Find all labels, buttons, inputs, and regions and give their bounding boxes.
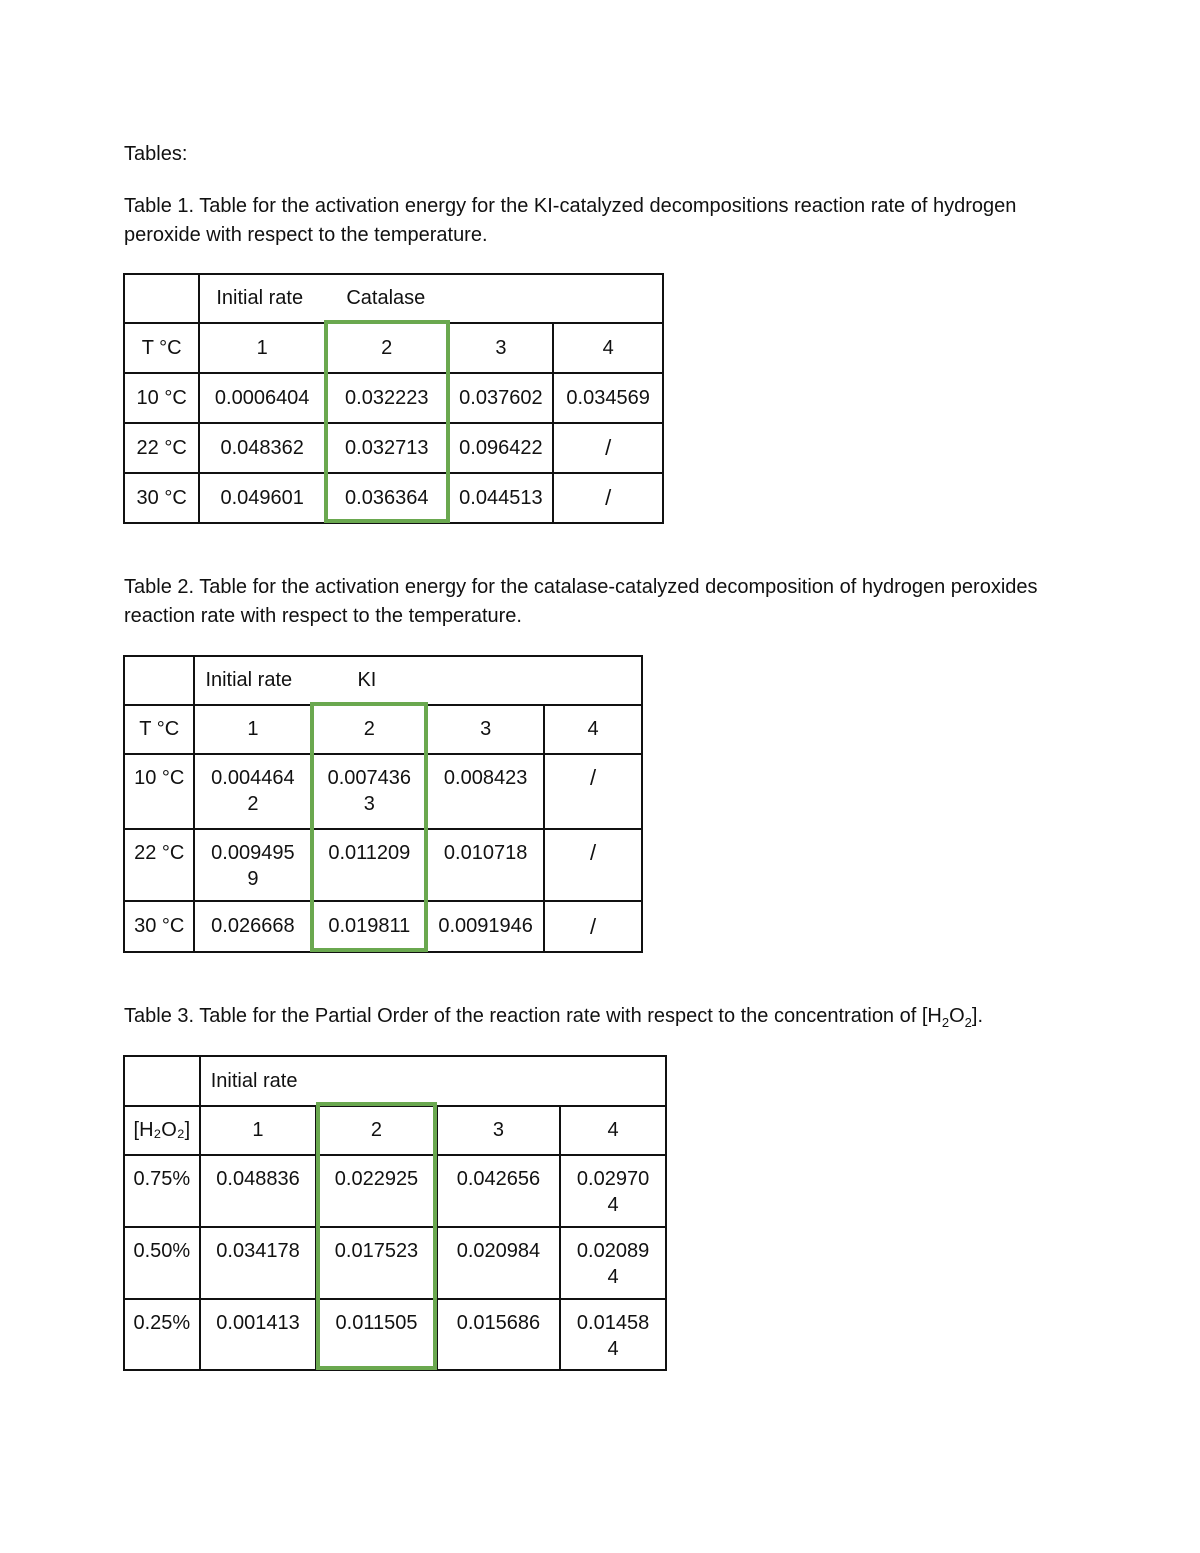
table2-column-header-row xyxy=(124,705,642,754)
row-label: 10 °C xyxy=(124,754,194,829)
table2-ki-label: KI xyxy=(357,669,377,691)
table3-caption-sub1: 2 xyxy=(941,1015,950,1030)
table-cell-empty-mark: / xyxy=(544,901,642,952)
table-cell: 0.007436 3 xyxy=(311,754,427,829)
table3-col-header: 1 xyxy=(200,1106,317,1155)
table-cell: 0.022925 xyxy=(316,1155,436,1227)
table1-col-header: 4 xyxy=(553,323,663,373)
table2-col-header: 1 xyxy=(194,705,311,754)
row-label: 0.25% xyxy=(124,1299,200,1370)
table1 xyxy=(123,273,664,524)
table-cell-empty-mark: / xyxy=(553,473,663,523)
table-cell: 0.0006404 xyxy=(199,373,325,423)
table1-col-header: 2 xyxy=(325,323,449,373)
table3-col-header: 3 xyxy=(437,1106,560,1155)
table3-header-row xyxy=(124,1056,666,1106)
table-cell: 0.034569 xyxy=(553,373,663,423)
table2-group-header xyxy=(194,656,642,705)
table-cell: 0.01458 4 xyxy=(560,1299,666,1370)
table-cell: 0.034178 xyxy=(200,1227,317,1299)
table2 xyxy=(123,655,643,953)
table-cell: 0.049601 xyxy=(199,473,325,523)
table-cell: 0.015686 xyxy=(437,1299,560,1370)
table2-col-header: 3 xyxy=(427,705,544,754)
table-cell: 0.02970 4 xyxy=(560,1155,666,1227)
table-cell: 0.044513 xyxy=(449,473,554,523)
table-cell: 0.011505 xyxy=(316,1299,436,1370)
table1-col-header: 3 xyxy=(449,323,554,373)
table-cell: 0.0091946 xyxy=(427,901,544,952)
table-cell: 0.02089 4 xyxy=(560,1227,666,1299)
table-cell: 0.026668 xyxy=(194,901,311,952)
table-row xyxy=(124,754,642,829)
table-row xyxy=(124,1155,666,1227)
table1-corner-cell xyxy=(124,274,199,323)
table1-header-row xyxy=(124,274,663,323)
table-cell: 0.020984 xyxy=(437,1227,560,1299)
table3-group-header xyxy=(200,1056,666,1106)
table-cell-empty-mark: / xyxy=(544,754,642,829)
row-label: 22 °C xyxy=(124,829,194,901)
row-label: 30 °C xyxy=(124,901,194,952)
table-cell: 0.010718 xyxy=(427,829,544,901)
table-cell-empty-mark: / xyxy=(544,829,642,901)
table3-caption-sub2: 2 xyxy=(964,1015,972,1030)
table-cell: 0.017523 xyxy=(316,1227,436,1299)
table1-row-label-header: T °C xyxy=(124,323,199,373)
table-cell: 0.001413 xyxy=(200,1299,317,1370)
table-cell: 0.032713 xyxy=(325,423,449,473)
table2-corner-cell xyxy=(124,656,194,705)
row-label: 22 °C xyxy=(124,423,199,473)
table2-header-row xyxy=(124,656,642,705)
table2-initial-rate-label: Initial rate xyxy=(205,669,293,691)
table3-corner-cell xyxy=(124,1056,200,1106)
table-row xyxy=(124,423,663,473)
table1-column-header-row xyxy=(124,323,663,373)
page-heading: Tables: xyxy=(124,143,188,165)
table-cell: 0.042656 xyxy=(437,1155,560,1227)
table-row xyxy=(124,1227,666,1299)
row-label: 30 °C xyxy=(124,473,199,523)
table1-caption: Table 1. Table for the activation energy for the KI-catalyzed decompositions reaction rate of hydrogen peroxide with respect to the temperature. xyxy=(124,195,1017,246)
table3-caption-mid: O xyxy=(949,1005,965,1027)
table-row xyxy=(124,373,663,423)
table3-caption-suffix: ]. xyxy=(971,1005,984,1027)
table1-catalase-label: Catalase xyxy=(346,287,426,309)
table2-col-header: 4 xyxy=(544,705,642,754)
table3-column-header-row xyxy=(124,1106,666,1155)
table3-caption xyxy=(124,1002,1084,1031)
table-cell: 0.004464 2 xyxy=(194,754,311,829)
row-label: 0.50% xyxy=(124,1227,200,1299)
row-label: 10 °C xyxy=(124,373,199,423)
table-cell: 0.011209 xyxy=(311,829,427,901)
table3-initial-rate-label: Initial rate xyxy=(210,1069,298,1092)
table-cell-empty-mark: / xyxy=(553,423,663,473)
table-cell: 0.048362 xyxy=(199,423,325,473)
table-cell: 0.096422 xyxy=(449,423,554,473)
table2-row-label-header: T °C xyxy=(124,705,194,754)
table-cell: 0.019811 xyxy=(311,901,427,952)
table-row xyxy=(124,1299,666,1370)
table-cell: 0.048836 xyxy=(200,1155,317,1227)
table3 xyxy=(123,1055,667,1371)
table3-col-header: 2 xyxy=(316,1106,436,1155)
table2-col-header: 2 xyxy=(311,705,427,754)
table-row xyxy=(124,473,663,523)
table-row xyxy=(124,829,642,901)
table1-col-header: 1 xyxy=(199,323,325,373)
table1-group-header xyxy=(199,274,663,323)
table-row xyxy=(124,901,642,952)
table-cell: 0.009495 9 xyxy=(194,829,311,901)
table1-initial-rate-label: Initial rate xyxy=(216,287,304,309)
table3-row-label-header: [H₂O₂] xyxy=(124,1106,200,1155)
table3-caption-prefix: Table 3. Table for the Partial Order of the reaction rate with respect to the concentration of [H xyxy=(124,1005,942,1027)
table-cell: 0.032223 xyxy=(325,373,449,423)
table-cell: 0.037602 xyxy=(449,373,554,423)
table-cell: 0.008423 xyxy=(427,754,544,829)
row-label: 0.75% xyxy=(124,1155,200,1227)
table2-caption: Table 2. Table for the activation energy for the catalase-catalyzed decomposition of hydrogen peroxides reaction rate with respect to the temperature. xyxy=(124,576,1038,627)
table3-col-header: 4 xyxy=(560,1106,666,1155)
table-cell: 0.036364 xyxy=(325,473,449,523)
